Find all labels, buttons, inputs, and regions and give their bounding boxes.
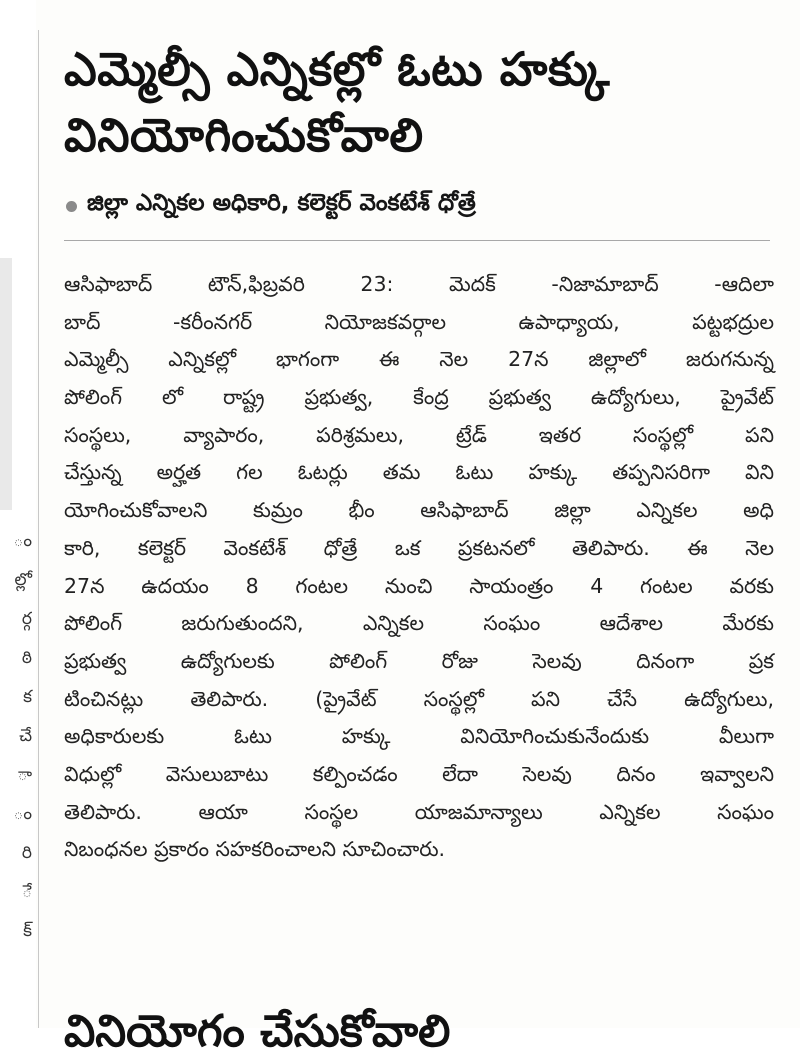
subheadline-divider	[64, 240, 770, 241]
headline-line-1: ఎమ్మెల్సీ ఎన్నికల్లో ఓటు హక్కు	[64, 42, 611, 96]
bullet-icon	[66, 201, 77, 212]
body-line: యోగించుకోవాలని కుమ్రం భీం ఆసిఫాబాద్ జిల్లా ఎన్నికల అధి	[64, 498, 774, 523]
article-headline	[64, 36, 784, 168]
next-headline-text: వినియోగం చేసుకోవాలి	[64, 1006, 451, 1057]
body-line: అధికారులకు ఓటు హక్కు వినియోగించుకునేందుకు వీలుగా	[64, 724, 774, 749]
body-line: టించినట్లు తెలిపారు. (ప్రైవేట్ సంస్థల్లో పని చేసే ఉద్యోగులు,	[64, 686, 774, 711]
adjacent-column-fragment: చే	[19, 726, 32, 746]
adjacent-column-fragment: ర్గ	[21, 609, 32, 629]
headline-line-2: వినియోగించుకోవాలి	[64, 108, 424, 162]
adjacent-column-fragment: రి	[21, 843, 32, 863]
adjacent-column	[0, 0, 36, 1028]
adjacent-column-fragment: క	[23, 687, 32, 707]
body-line: 27న ఉదయం 8 గంటల నుంచి సాయంత్రం 4 గంటల వరకు	[64, 573, 774, 598]
adjacent-column-fragment: ం	[13, 531, 32, 551]
body-line: విధుల్లో వెసులుబాటు కల్పించడం లేదా సెలవు దినం ఇవ్వాలని	[64, 761, 774, 786]
body-line: కారి, కలెక్టర్ వెంకటేశ్ ధోత్రే ఒక ప్రకటనలో తెలిపారు. ఈ నెల	[64, 535, 774, 560]
adjacent-column-fragment: ం	[13, 804, 32, 824]
body-line: ఎమ్మెల్సీ ఎన్నికల్లో భాగంగా ఈ నెల 27న జిల్లాలో జరుగనున్న	[64, 347, 774, 372]
body-line: ప్రభుత్వ ఉద్యోగులకు పోలింగ్ రోజు సెలవు దినంగా ప్రక	[64, 648, 774, 673]
body-line: తెలిపారు. ఆయా సంస్థల యాజమాన్యాలు ఎన్నికల సంఘం	[64, 799, 774, 824]
body-line: పోలింగ్ జరుగుతుందని, ఎన్నికల సంఘం ఆదేశాల మేరకు	[64, 611, 774, 636]
body-line: సంస్థలు, వ్యాపారం, పరిశ్రమలు, ట్రేడ్ ఇతర సంస్థల్లో పని	[64, 422, 774, 447]
body-line: బాద్ -కరీంనగర్ నియోజకవర్గాల ఉపాధ్యాయ, పట్టభద్రుల	[64, 309, 774, 334]
next-article-headline	[64, 1006, 784, 1057]
adjacent-column-shaded-box	[0, 258, 12, 510]
adjacent-column-fragment: ఠి	[21, 648, 32, 668]
adjacent-column-fragment: క్	[23, 921, 32, 941]
adjacent-column-fragment: ే	[22, 882, 32, 902]
body-line: పోలింగ్ లో రాష్ట్ర ప్రభుత్వ, కేంద్ర ప్రభుత్వ ఉద్యోగులు, ప్రైవేట్	[64, 385, 774, 410]
article-body	[64, 266, 774, 869]
subheadline-text: జిల్లా ఎన్నికల అధికారి, కలెక్టర్ వెంకటేశ్ ధోత్రే	[87, 190, 476, 216]
body-line: ఆసిఫాబాద్ టౌన్,ఫిబ్రవరి 23: మెదక్ -నిజామాబాద్ -ఆదిలా	[64, 272, 774, 296]
adjacent-column-text	[6, 522, 32, 951]
column-divider	[38, 30, 39, 1028]
body-line: చేస్తున్న అర్హత గల ఓటర్లు తమ ఓటు హక్కు తప్పనిసరిగా విని	[64, 460, 774, 485]
article-subheadline	[66, 186, 766, 226]
adjacent-column-fragment: ల్లో	[14, 570, 32, 590]
adjacent-column-fragment: ా	[17, 765, 32, 785]
body-line: నిబంధనల ప్రకారం సహకరించాలని సూచించారు.	[64, 837, 446, 862]
